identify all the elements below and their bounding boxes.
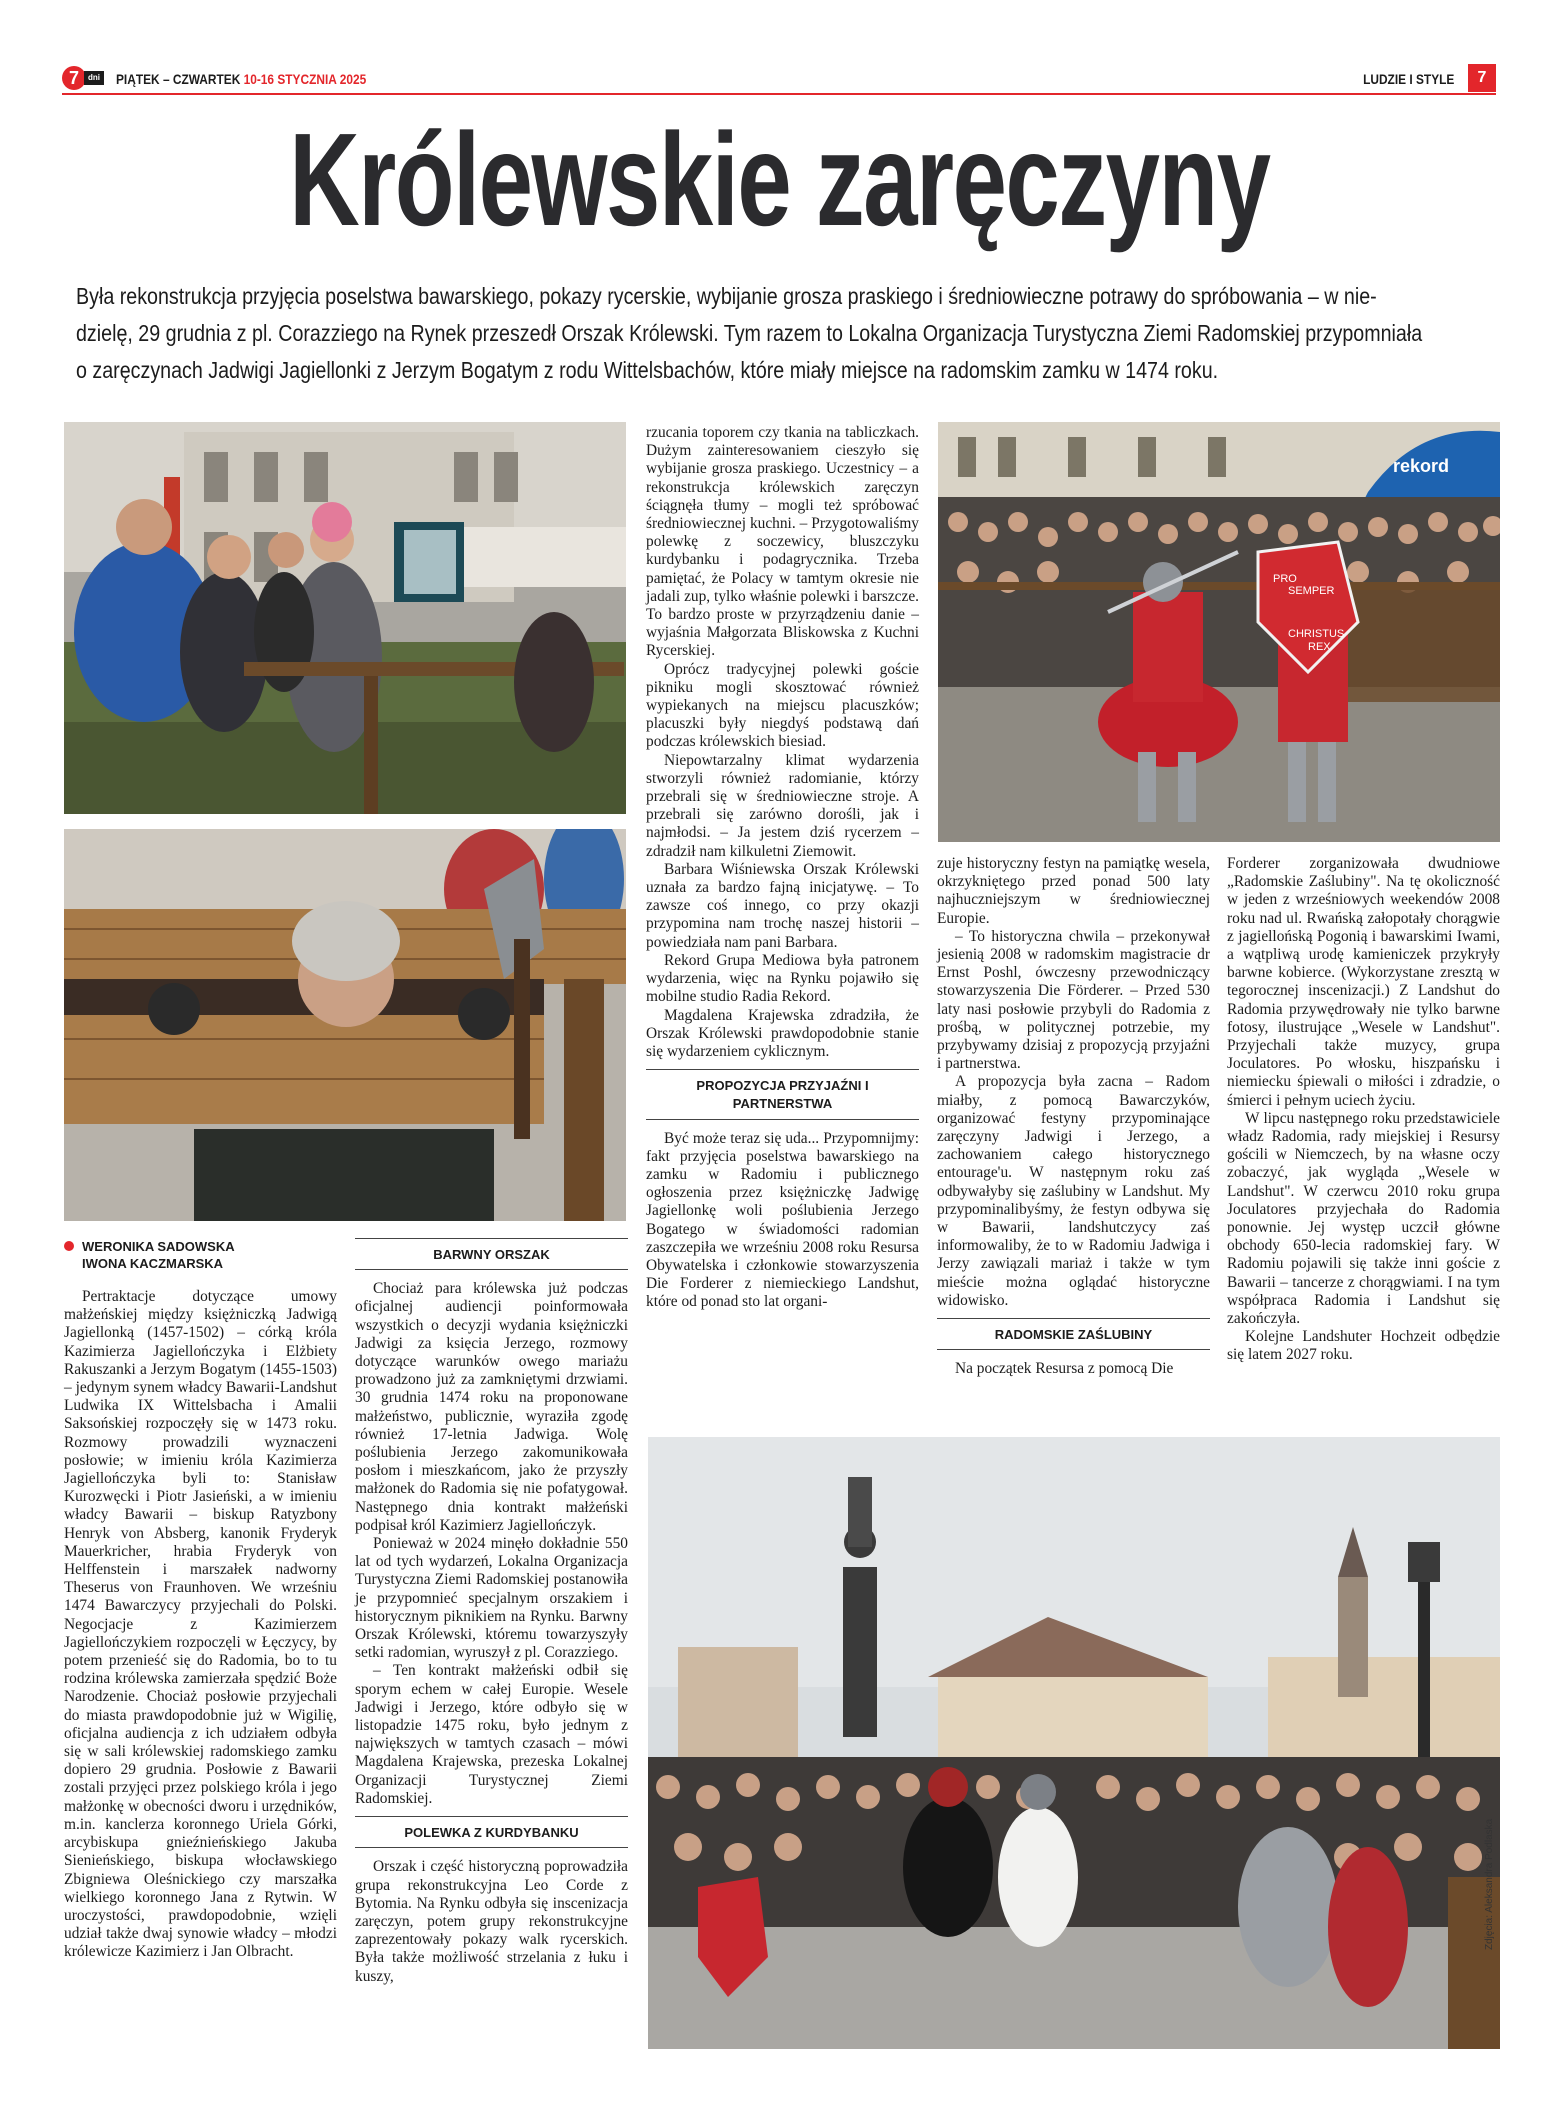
body-paragraph: Kolejne Landshuter Hochzeit odbędzie się latem 2027 roku. — [1227, 1328, 1500, 1364]
shield-text-3: CHRISTUS — [1288, 628, 1345, 640]
section-name: LUDZIE I STYLE — [1362, 71, 1454, 87]
shield-text-2: SEMPER — [1288, 585, 1335, 597]
column-1 — [64, 1238, 337, 1962]
subheading: BARWNY ORSZAK — [355, 1238, 628, 1270]
body-paragraph: W lipcu następnego roku przedstawiciele władz Radomia, rady miejskiej i Resursy gościli w Niemczech, by na własne oczy zobaczyć, jak wygląda „Wesele w Landshut". W czerwcu 2010 roku grupa Joculatores przyjechała do Radomia ponownie. Jej występ uczcił główne obchody 650-lecia radomskiej fary. W Radomiu pojawili się także inni goście z Bawarii – tancerze z chorągwiami. I na tym współpraca Radomia i Landshut się zakończyła. — [1227, 1109, 1500, 1328]
article-title — [0, 105, 1558, 255]
subheading: RADOMSKIE ZAŚLUBINY — [937, 1318, 1210, 1350]
lead-line: Była rekonstrukcja przyjęcia poselstwa bawarskiego, pokazy rycerskie, wybijanie grosza praskiego i średniowieczne potrawy do spróbowania – w nie- — [76, 283, 1377, 309]
author-name: IWONA KACZMARSKA — [82, 1256, 224, 1271]
issue-date-days: PIĄTEK – CZWARTEK — [116, 71, 241, 87]
byline — [64, 1238, 337, 1272]
column-4 — [937, 855, 1210, 1378]
column-3 — [646, 424, 919, 1312]
body-paragraph: rzucania toporem czy tkania na tabliczkach. Dużym zainteresowaniem cieszyło się wybijanie grosza praskiego. Uczestnicy – a rekonstrukcja królewskich zaręczyn ściągnęła tłumy – mogli też spróbować średniowiecznej kuchni. – Przygotowaliśmy polewkę z soczewicy, bluszczyku kurdybanku i podagrycznika. Trzeba pamiętać, że Polacy w tamtym okresie nie jadali zup, tylko właśnie polewki i barszcze. To bardzo proste w przyrządzeniu danie – wyjaśnia Małgorzata Bliskowska z Kuchni Rycerskiej. — [646, 424, 919, 660]
logo-seven: 7 — [62, 66, 86, 90]
photo-crowd-picnic — [64, 422, 626, 814]
column-5 — [1227, 855, 1500, 1365]
page-number: 7 — [1468, 64, 1496, 92]
photo-knights-fighting — [938, 422, 1500, 842]
article-lead — [76, 278, 1482, 389]
body-paragraph: Oprócz tradycyjnej polewki goście pikniku mogli skosztować również wypiekanych na miejscu placuszków; placuszki były niegdyś podstawą dań podczas królewskich biesiad. — [646, 660, 919, 751]
shield-text-1: PRO — [1273, 573, 1297, 585]
body-paragraph: Chociaż para królewska już podczas oficjalnej audiencji poinformowała wszystkich o decyzji wydania księżniczki Jadwigi za księcia Jerzego, rozmowy dotyczące warunków owego mariażu prowadzono już za zamkniętymi drzwiami. 30 grudnia 1474 roku na proponowane małżeństwo, publicznie, wyraziła zgodę również 17-letnia Jadwiga. Wolę poślubienia Jerzego zakomunikowała posłom i mieszkańcom, jako że przyszły małżonek do Radomia się nie pofatygował. Następnego dnia kontrakt małżeński podpisał król Kazimierz Jagiellończyk. — [355, 1280, 628, 1534]
photo-credit: Zdjęcia: Aleksandra Podlaska — [1484, 1818, 1495, 1950]
tent-brand: rekord — [1393, 456, 1450, 476]
page-header — [62, 64, 1496, 94]
body-paragraph: Pertraktacje dotyczące umowy małżeńskiej między księżniczką Jadwigą Jagiellonką (1457-1502) – córką króla Kazimierza Jagiellończyka i Elżbiety Rakuszanki a Jerzym Bogatym (1455-1503) – jedynym synem władcy Bawarii-Landshut Ludwika IX Wittelsbacha i Amalii Saksońskiej rozpoczęły się w 1473 roku. Rozmowy prowadzili wyznaczeni posłowie; w imieniu króla Kazimierza Jagiellończyka byli to: Stanisław Kurozwęcki i Piotr Jasieński, a w imieniu władcy Bawarii – biskup Ratyzbony Henryk von Absberg, kanonik Fryderyk Mauerkricher, hrabia Fryderyk von Helffenstein i marszałek nadworny Theserus von Fraunhoven. We wrześniu 1474 Bawarczycy przyjechali do Polski. Negocjacje z Kazimierzem Jagiellończykiem rozpoczęli w Łęczycy, by potem przenieść się do Radomia, bo to tu rodzina królewska zamierzała spędzić Boże Narodzenie. Chociaż posłowie przyjechali do miasta prawdopodobnie już w Wigilię, oficjalna audiencja z ich udziałem odbyła się w sali królewskiej radomskiego zamku dopiero 29 grudnia. Posłowie z Bawarii zostali przyjęci przez polskiego króla i jego małżonkę w obecności dworu i urzędników, m.in. kanclerza koronnego Uriela Górki, arcybiskupa gnieźnieńskiego Jakuba Sienieńskiego, biskupa włocławskiego Zbigniewa Oleśnickiego czy marszałka wielkiego koronnego Jana z Rytwin. W uroczystości, prawdopodobnie, wzięli udział także dwaj synowie władcy – młodzi królewicze Kazimierz i Jan Olbracht. — [64, 1288, 337, 1961]
column-2 — [355, 1230, 628, 1986]
body-paragraph: Magdalena Krajewska zdradziła, że Orszak Królewski prawdopodobnie stanie się wydarzeniem cyklicznym. — [646, 1006, 919, 1060]
body-paragraph: A propozycja była zacna – Radom miałby, z pomocą Bawarczyków, organizować festyny przypominające zaręczyny Jadwigi i Jerzego, a zachowaniem całego historycznego entourage'u. W następnym roku zaś odbywałyby się zaślubiny w Landshut. My przypominalibyśmy, że festyn odbywa się w Bawarii, landshutczycy zaś informowaliby, że to w Radomiu Jadwiga i Jerzy zawiązali mariaż i także w tym mieście można oglądać historyczne widowisko. — [937, 1073, 1210, 1309]
body-paragraph: Być może teraz się uda... Przypomnijmy: fakt przyjęcia poselstwa bawarskiego na zamku w Radomiu i publicznego ogłoszenia przez księżniczkę Jadwigę Jagiellonkę woli poślubienia Jerzego Bogatego w świadomości radomian zaszczepiła we wrześniu 2008 roku Resursa Obywatelska i członkowie stowarzyszenia Die Forderer z niemieckiego Landshut, które od ponad sto lat organi- — [646, 1129, 919, 1311]
body-paragraph: Barbara Wiśniewska Orszak Królewski uznała za bardzo fajną inicjatywę. – To zawsze coś innego, co przy okazji przypomina nam trochę naszej historii – powiedziała nam pani Barbara. — [646, 860, 919, 951]
shield-text-4: REX — [1308, 641, 1331, 653]
header-rule — [62, 93, 1496, 95]
lead-line: o zaręczynach Jadwigi Jagiellonki z Jerzym Bogatym z rodu Wittelsbachów, które miały miejsce na radomskim zamku w 1474 roku. — [76, 357, 1219, 383]
body-paragraph: Ponieważ w 2024 minęło dokładnie 550 lat od tych wydarzeń, Lokalna Organizacja Turystyczna Ziemi Radomskiej postanowiła je przypomnieć specjalnym orszakiem i historycznym piknikiem na Rynku. Barwny Orszak Królewski, któremu towarzyszyły setki radomian, wyruszył z pl. Corazziego. — [355, 1535, 628, 1662]
article-title-text: Królewskie zaręczyny — [288, 106, 1270, 253]
issue-date-range: 10-16 STYCZNIA 2025 — [243, 71, 367, 87]
body-paragraph: – Ten kontrakt małżeński odbił się sporym echem w całej Europie. Wesele Jadwigi i Jerzego, które odbyło się w listopadzie 1475 roku, było jednym z największych w tamtych czasach – mówi Magdalena Krajewska, prezeska Lokalnej Organizacji Turystycznej Ziemi Radomskiej. — [355, 1662, 628, 1807]
logo-dni: dni — [84, 71, 104, 85]
byline-dot — [64, 1241, 74, 1251]
body-paragraph: Na początek Resursa z pomocą Die — [955, 1360, 1174, 1378]
body-paragraph: Niepowtarzalny klimat wydarzenia stworzyli również radomianie, którzy przebrali się w średniowieczne stroje. A przebrali się zarówno dorośli, jak i najmłodsi. – Ja jestem dziś rycerzem – zdradził nam kilkuletni Ziemowit. — [646, 751, 919, 860]
photo-procession-rynek — [648, 1437, 1500, 2049]
issue-date — [116, 71, 366, 87]
body-paragraph: Forderer zorganizowała dwudniowe „Radomskie Zaślubiny". Na tę okoliczność w jeden z wrześniowych weekendów 2008 roku nad ul. Rwańską załopotały chorągwie z jagiellońską Pogonią i bawarskimi Iwami, a wątpliwą urodę kamieniczek przykryły barwne kobierce. (Wykorzystane zresztą w tegorocznej inscenizacji.) Z Landshut do Radomia przywędrowały nie tylko barwne fotosy, ilustrujące „Wesele w Landshut". Przyjechali także muzycy, grupa Joculatores. Po włosku, hiszpańsku i niemiecku śpiewali o miłości i zdradzie, o śmierci i pełnym uciech życiu. — [1227, 855, 1500, 1109]
photo-man-in-pillory — [64, 829, 626, 1221]
body-paragraph: Rekord Grupa Mediowa była patronem wydarzenia, więc na Rynku pojawiło się mobilne studio Radia Rekord. — [646, 951, 919, 1006]
author-name: WERONIKA SADOWSKA — [82, 1239, 235, 1254]
subheading: POLEWKA Z KURDYBANKU — [355, 1816, 628, 1848]
body-paragraph: – To historyczna chwila – przekonywał jesienią 2008 w radomskim magistracie dr Ernst Poshl, ówczesny przewodniczący stowarzyszenia Die Förderer. – Przed 530 laty nasi posłowie przybyli do Radomia z prośbą, w politycznej potrzebie, my przybywamy dzisiaj z propozycją przyjaźni i partnerstwa. — [937, 927, 1210, 1073]
body-paragraph: zuje historyczny festyn na pamiątkę wesela, okrzykniętego przed ponad 500 laty najhuczniejszym w średniowiecznej Europie. — [937, 855, 1210, 927]
body-paragraph: Orszak i część historyczną poprowadziła grupa rekonstrukcyjna Leo Corde z Bytomia. Na Rynku odbyła się inscenizacja zaręczyn, potem grupy rekonstrukcyjne zaprezentowały pokazy walk rycerskich. Była także możliwość strzelania z łuku i kuszy, — [355, 1858, 628, 1985]
subheading: PROPOZYCJA PRZYJAŹNI I PARTNERSTWA — [646, 1069, 919, 1119]
newspaper-logo — [62, 66, 108, 90]
lead-line: dzielę, 29 grudnia z pl. Corazziego na Rynek przeszedł Orszak Królewski. Tym razem to Lokalna Organizacja Turystyczna Ziemi Radomskiej przypomniała — [76, 320, 1423, 346]
